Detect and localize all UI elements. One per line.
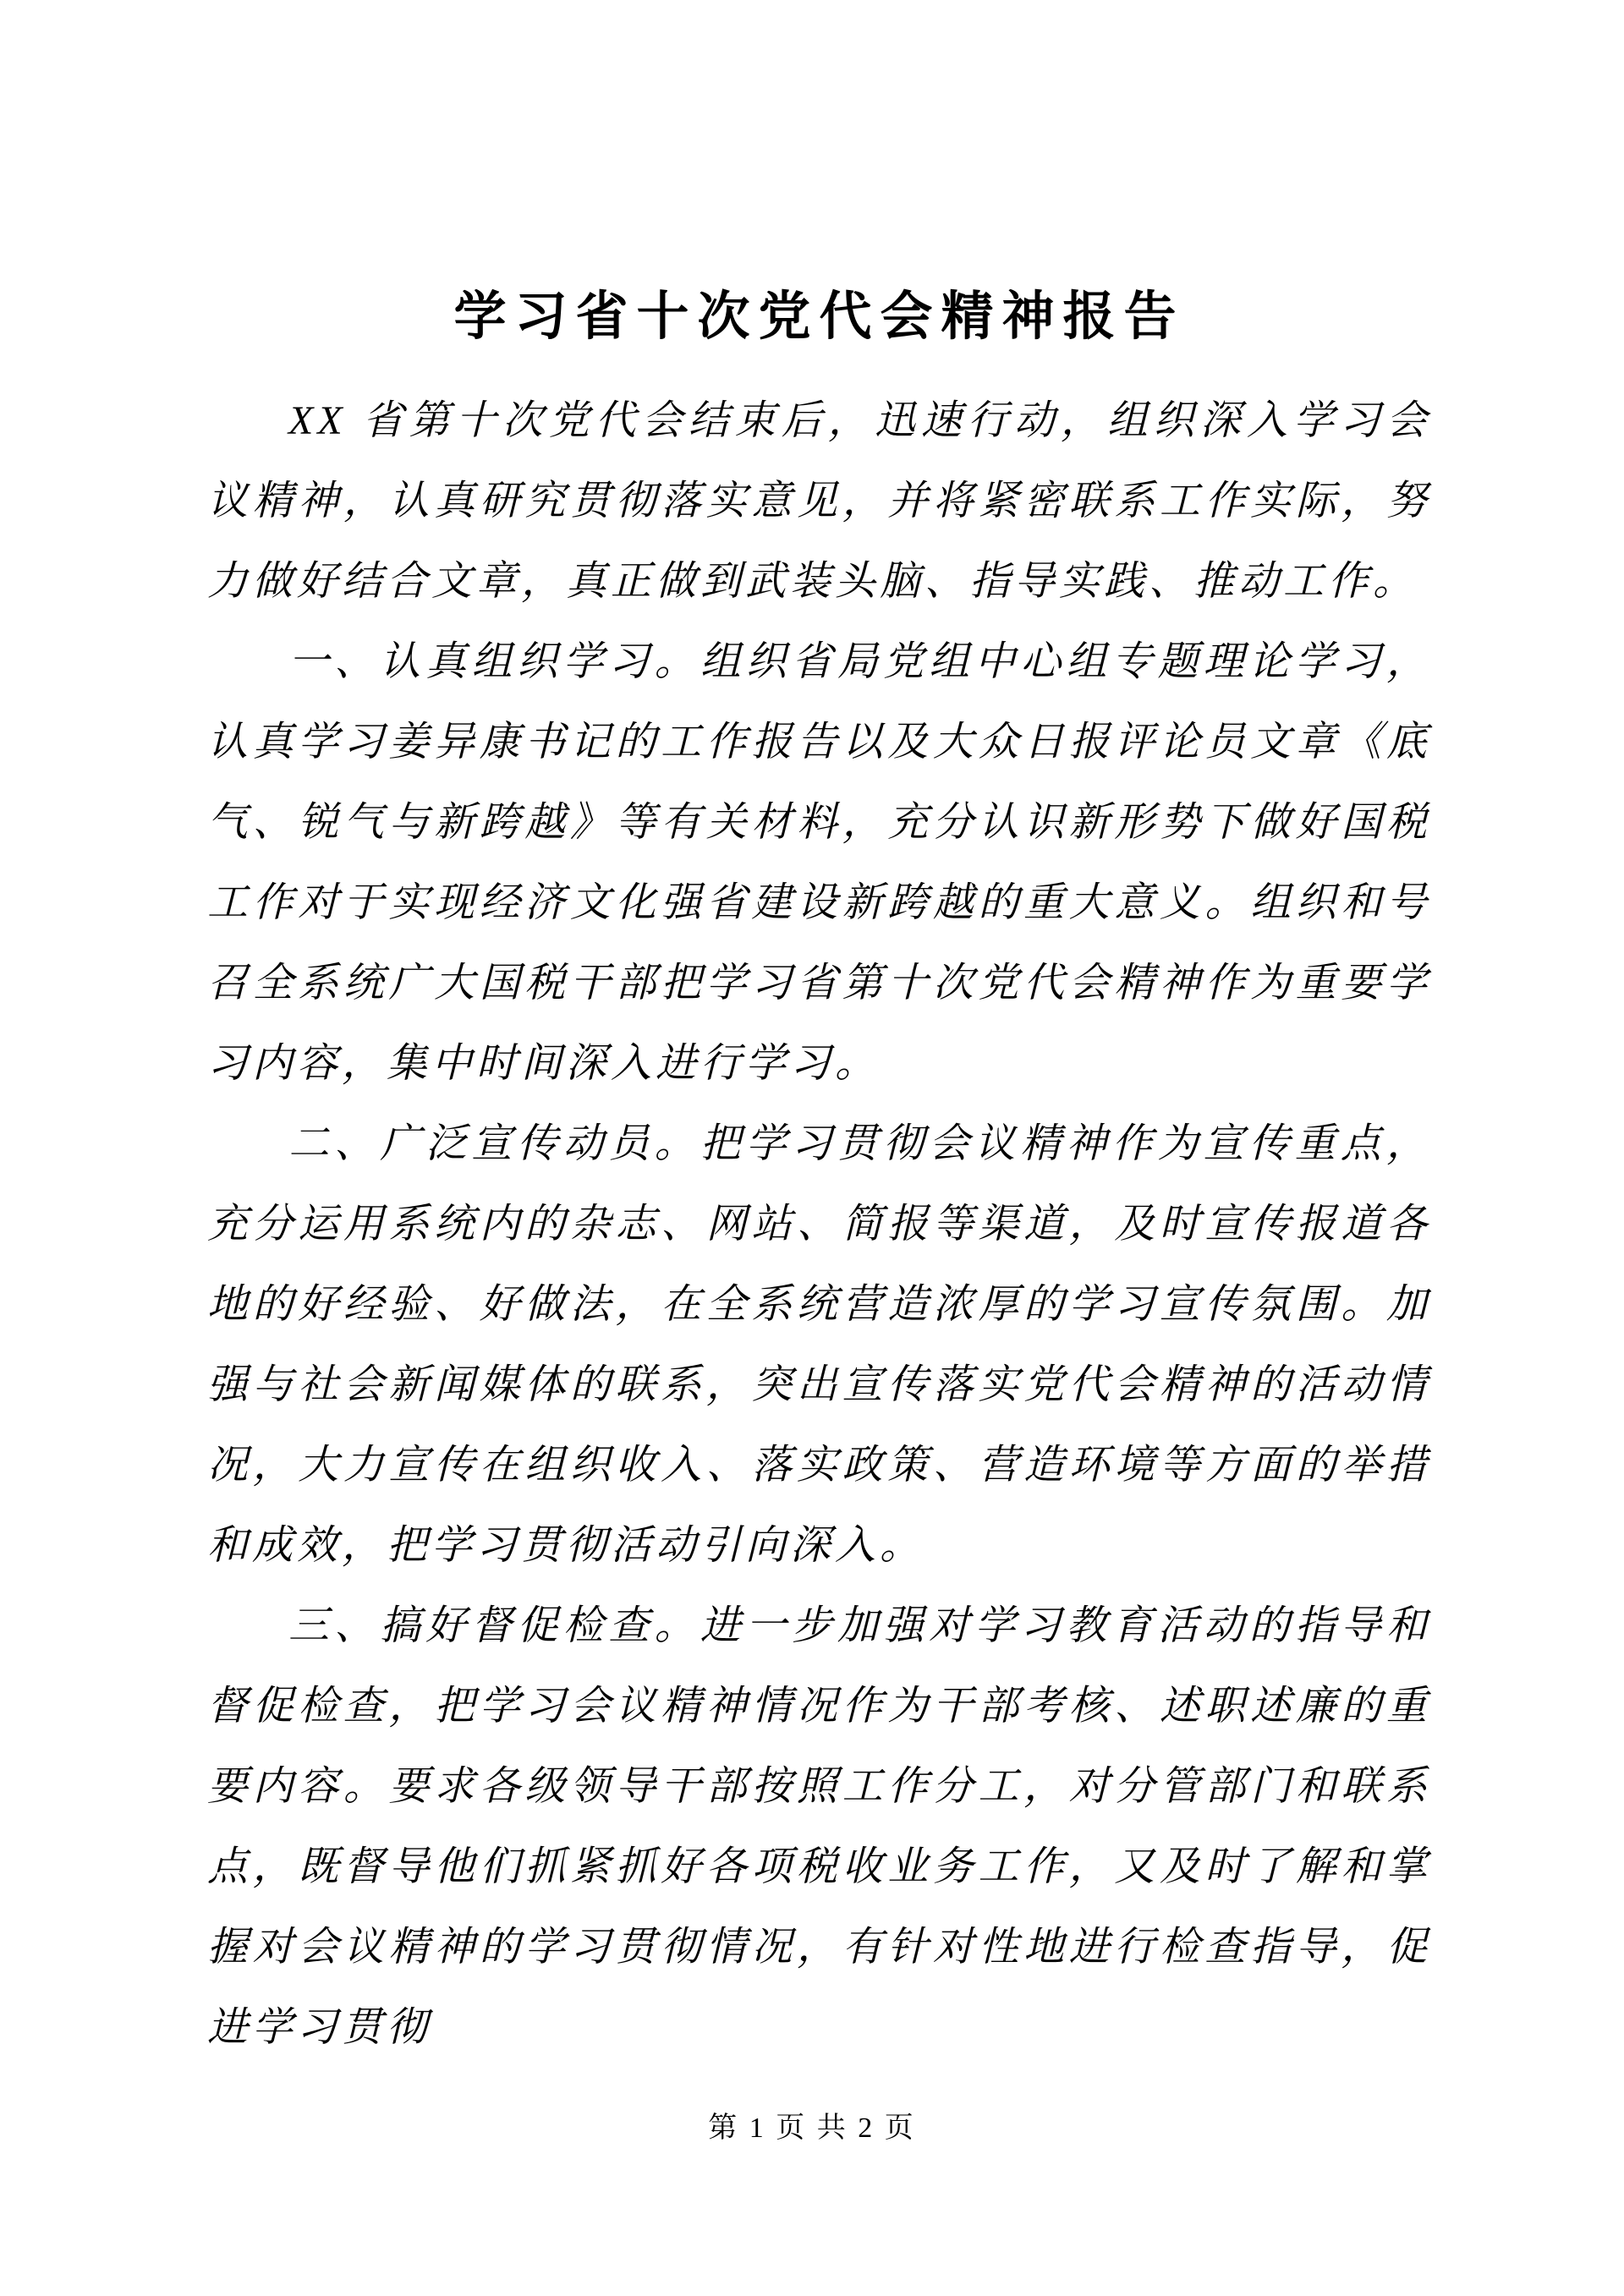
body-paragraph-section-1: 一、认真组织学习。组织省局党组中心组专题理论学习，认真学习姜异康书记的工作报告以及大众日报评论员文章《底气、锐气与新跨越》等有关材料，充分认识新形势下做好国税工作对于实现经济文化强省建设新跨越的重大意义。组织和号召全系统广大国税干部把学习省第十次党代会精神作为重要学习内容，集中时间深入进行学习。 [207,639,1431,1086]
body-paragraph-intro: XX 省第十次党代会结束后，迅速行动，组织深入学习会议精神，认真研究贯彻落实意见，并将紧密联系工作实际，努力做好结合文章，真正做到武装头脑、指导实践、推动工作。 [207,398,1431,604]
body-paragraph-section-2: 二、广泛宣传动员。把学习贯彻会议精神作为宣传重点，充分运用系统内的杂志、网站、简报等渠道，及时宣传报道各地的好经验、好做法，在全系统营造浓厚的学习宣传氛围。加强与社会新闻媒体的联系，突出宣传落实党代会精神的活动情况，大力宣传在组织收入、落实政策、营造环境等方面的举措和成效，把学习贯彻活动引向深入。 [207,1121,1431,1568]
body-paragraph-section-3: 三、搞好督促检查。进一步加强对学习教育活动的指导和督促检查，把学习会议精神情况作为干部考核、述职述廉的重要内容。要求各级领导干部按照工作分工，对分管部门和联系点，既督导他们抓紧抓好各项税收业务工作，又及时了解和掌握对会议精神的学习贯彻情况，有针对性地进行检查指导，促进学习贯彻 [207,1603,1431,2050]
document-content [207,283,1431,2068]
page-number-footer: 第 1 页 共 2 页 [708,2112,916,2144]
document-title: 学习省十次党代会精神报告 [453,288,1185,346]
